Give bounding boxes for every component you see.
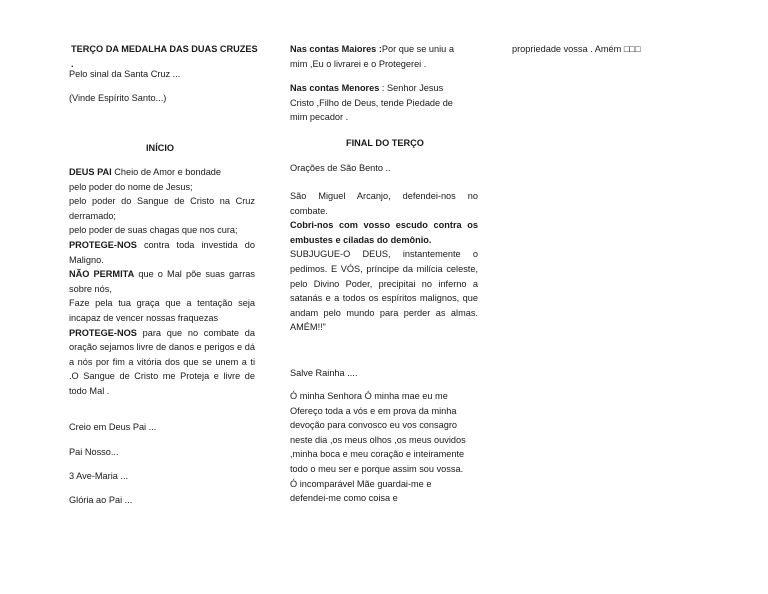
prayer-line-chagas: pelo poder de suas chagas que nos cura; bbox=[69, 225, 238, 236]
gloria-line: Glória ao Pai ... bbox=[69, 495, 133, 505]
protege-1-rest: contra toda investida do Maligno. bbox=[69, 239, 255, 265]
creio-line: Creio em Deus Pai ... bbox=[69, 422, 157, 432]
sao-miguel-prayer bbox=[290, 189, 478, 335]
contas-maiores-bold: Nas contas Maiores : bbox=[290, 44, 382, 54]
contas-menores bbox=[290, 81, 464, 125]
missing-glyphs: □□□ bbox=[623, 44, 641, 54]
prayer-line-jesus: pelo poder do nome de Jesus; bbox=[69, 181, 193, 192]
prayer-line-faze: Faze pela tua graça que a tentação seja incapaz de vencer nossas fraquezas bbox=[69, 298, 255, 323]
oracoes-sao-bento: Orações de São Bento .. bbox=[290, 163, 391, 173]
protege-1-bold: PROTEGE-NOS bbox=[69, 239, 137, 250]
deus-pai-bold: DEUS PAI bbox=[69, 167, 112, 177]
prayer-ending bbox=[512, 42, 662, 57]
prayer-line-sangue: pelo poder do Sangue de Cristo na Cruz derramado; bbox=[69, 196, 255, 221]
sign-of-cross-line: Pelo sinal da Santa Cruz ... bbox=[69, 69, 181, 79]
opening-prayer bbox=[69, 165, 255, 399]
salve-rainha-line: Salve Rainha .... bbox=[290, 368, 358, 378]
protege-2-rest: para que no combate da oração sejamos livre de danos e perigos e dá a nós por fim a vitória dos que se unem a ti .O Sangue de Cristo me Proteja e livre de todo Mal . bbox=[69, 327, 255, 396]
contas-menores-bold: Nas contas Menores bbox=[290, 83, 380, 93]
prayer-line-protege-1 bbox=[69, 238, 255, 267]
subjugue-line: SUBJUGUE-O DEUS, instantemente o pedimos. E VÓS, príncipe da milícia celeste, pelo Divino Poder, precipitai no inferno a satanás e a todos os espíritos malignos, que andam pelo mundo para perder as almas. AMÉM!!” bbox=[290, 249, 478, 333]
deus-pai-rest: Cheio de Amor e bondade bbox=[111, 167, 222, 177]
final-heading: FINAL DO TERÇO bbox=[346, 138, 424, 148]
prayer-line-nao-permita bbox=[69, 267, 255, 296]
cobri-nos-bold: Cobri-nos com vosso escudo contra os embustes e ciladas do demônio. bbox=[290, 220, 478, 245]
holy-spirit-line: (Vinde Espírito Santo...) bbox=[69, 93, 167, 103]
prayer-line-protege-2 bbox=[69, 326, 255, 399]
cobri-nos-line bbox=[290, 218, 478, 247]
ave-maria-line: 3 Ave-Maria ... bbox=[69, 471, 129, 481]
contas-menores-rest: : Senhor Jesus Cristo ,Filho de Deus, tende Piedade de mim pecador . bbox=[290, 83, 453, 123]
nao-permita-rest: que o Mal põe suas garras sobre nós, bbox=[69, 269, 255, 294]
pai-nosso-line: Pai Nosso... bbox=[69, 447, 119, 457]
nao-permita-bold: NÃO PERMITA bbox=[69, 269, 135, 280]
contas-maiores bbox=[290, 42, 462, 71]
contas-maiores-rest: Por que se uniu a mim ,Eu o livrarei e o Protegerei . bbox=[290, 44, 454, 69]
start-heading: INÍCIO bbox=[146, 143, 175, 153]
sao-miguel-line: São Miguel Arcanjo, defendei-nos no combate. bbox=[290, 191, 478, 216]
prayer-line-deus-pai bbox=[69, 165, 255, 180]
prayer-ending-text: propriedade vossa . Amém bbox=[512, 44, 622, 54]
o-minha-senhora-prayer: Ó minha Senhora Ó minha mae eu me Ofereço toda a vós e em prova da minha devoção para convosco eu vos consagro neste dia ,os meus olhos ,os meus ouvidos ,minha boca e meu coração e inteiramente todo o meu ser e porque assim sou vossa. Ó incomparável Mãe guardai-me e defendei-me como coisa e bbox=[290, 391, 466, 504]
protege-2-bold: PROTEGE-NOS bbox=[69, 327, 137, 338]
document-title: TERÇO DA MEDALHA DAS DUAS CRUZES . bbox=[71, 44, 258, 69]
